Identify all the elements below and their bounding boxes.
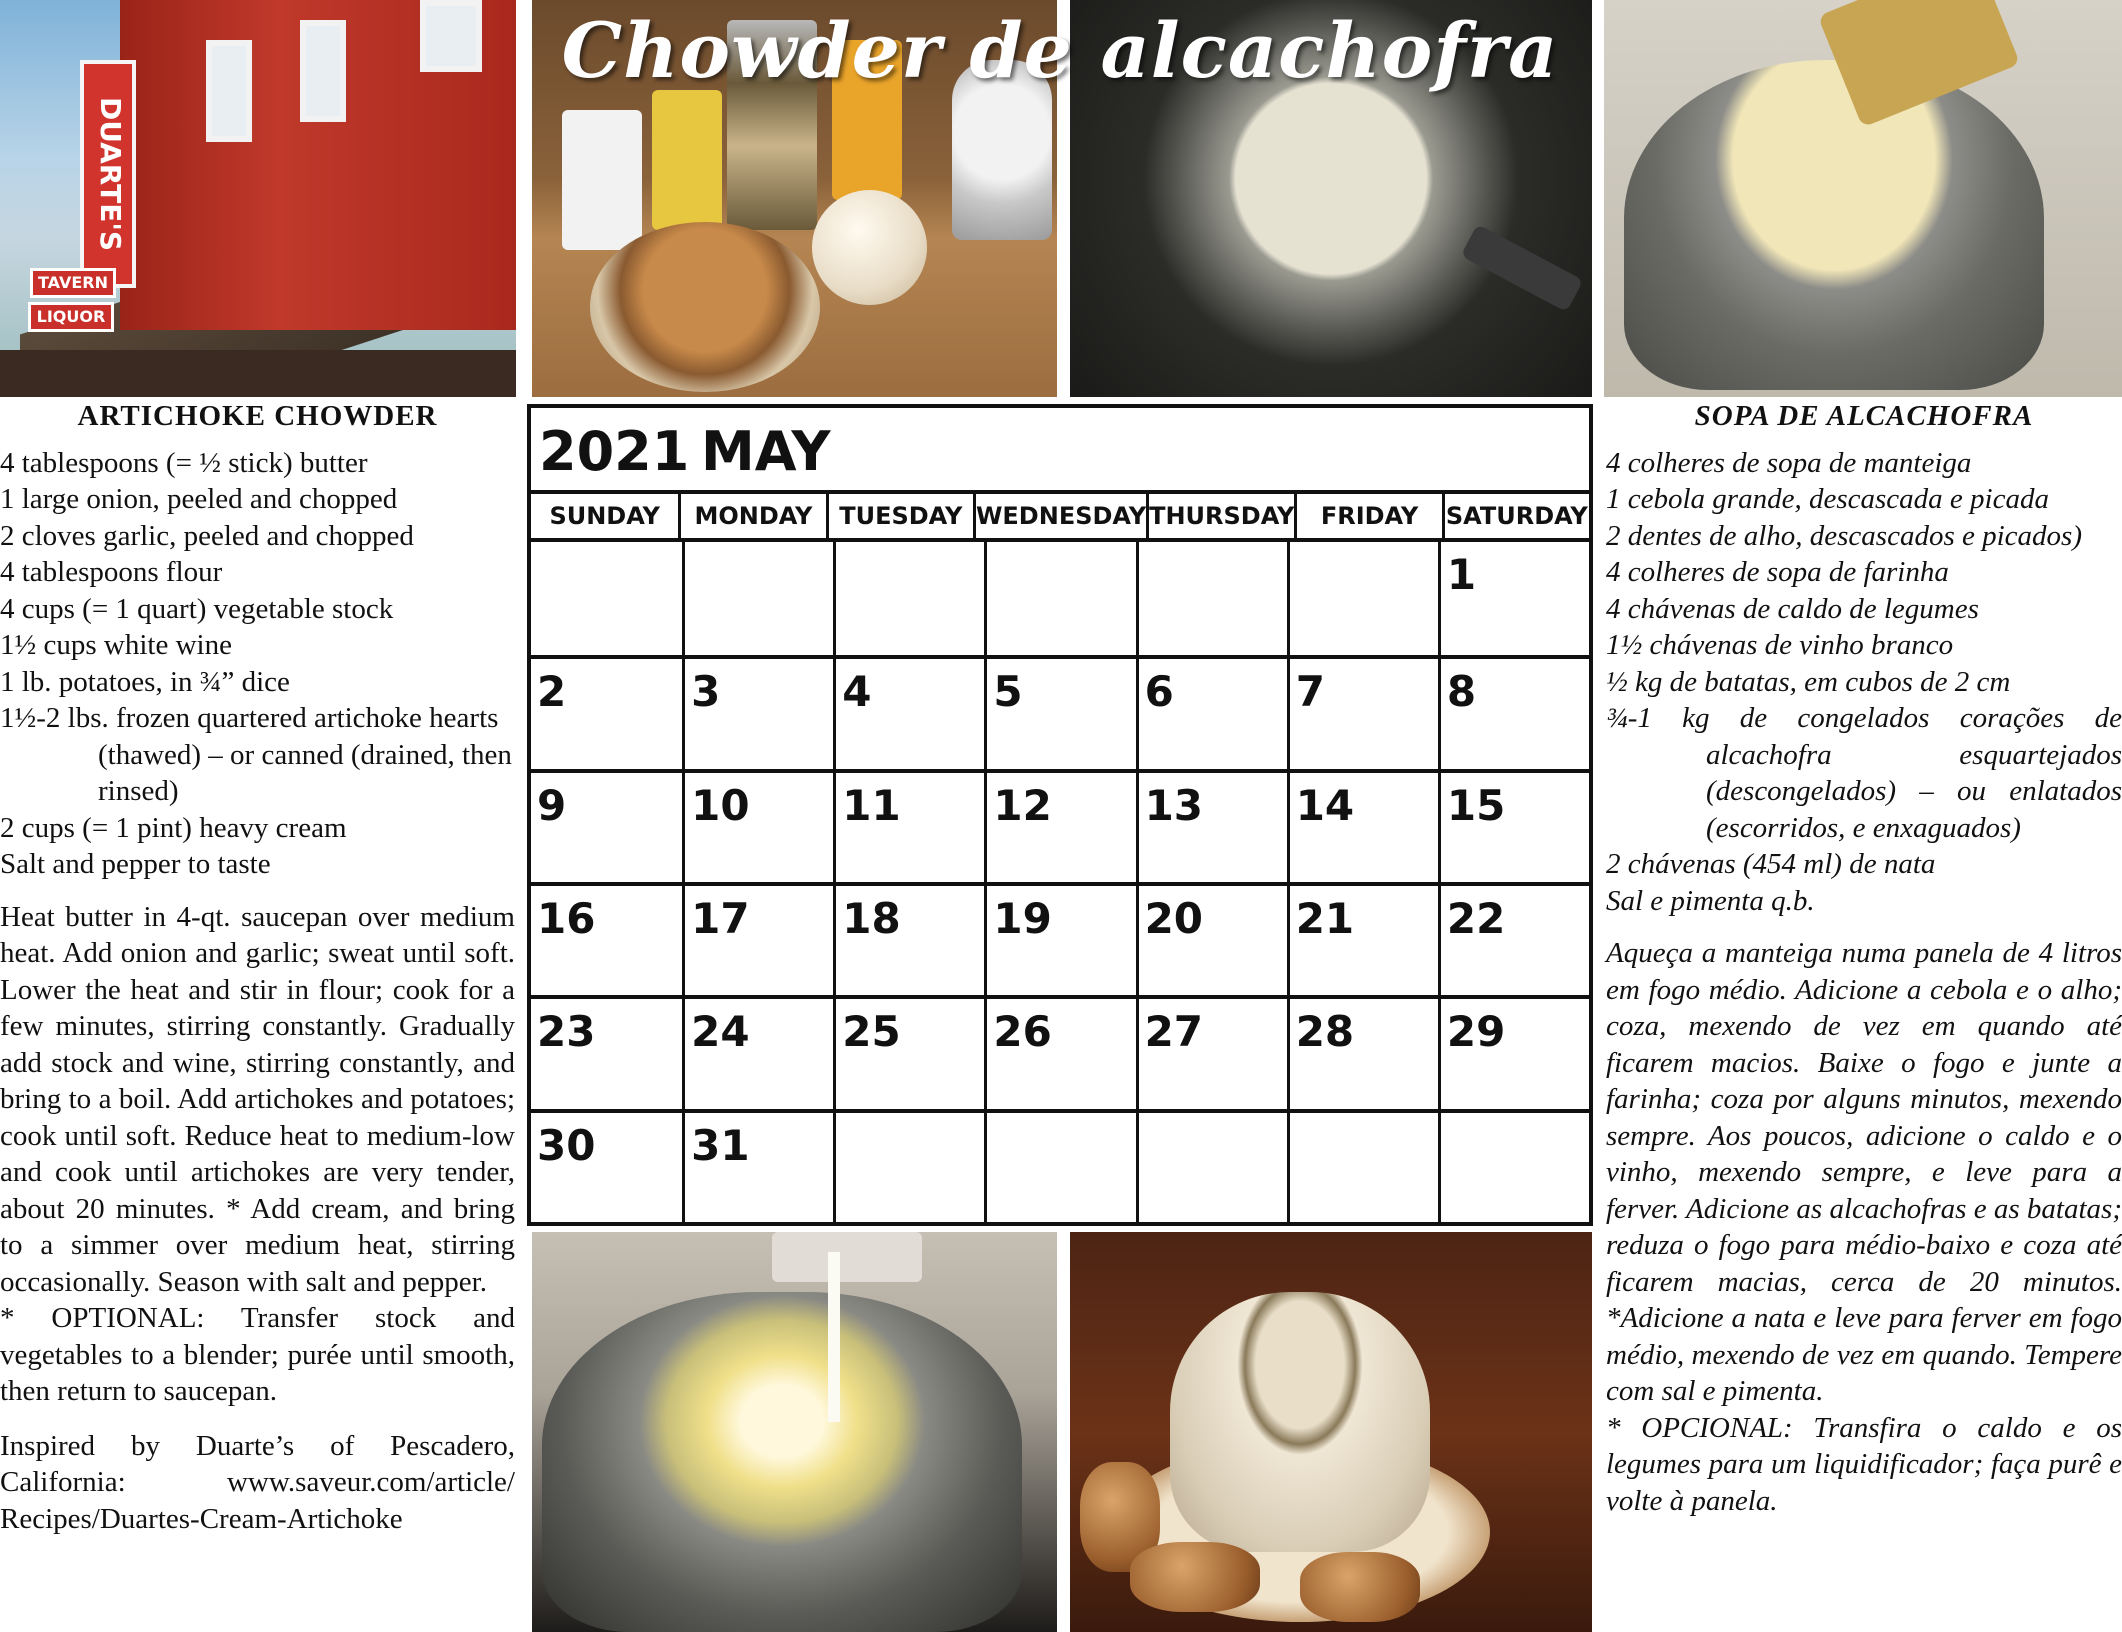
calendar-day-cell [1136, 542, 1287, 655]
weekday-label: TUESDAY [826, 494, 973, 538]
onion [812, 190, 927, 305]
calendar-day-cell: 22 [1438, 882, 1589, 995]
calendar-day-cell: 16 [531, 882, 682, 995]
portuguese-optional: * OPCIONAL: Transfira o caldo e os legumes para um liquidificador; faça purê e volte à panela. [1606, 1411, 2122, 1517]
calendar-day-cell: 15 [1438, 769, 1589, 882]
soup-pot-photo [1604, 0, 2122, 397]
calendar-day-cell [1136, 1109, 1287, 1222]
recipe-credit: Inspired by Duarte’s of Pescadero, California: www.saveur.com/article/ Recipes/Duartes-Cream-Artichoke [0, 1429, 515, 1535]
served-chowder-photo [1070, 1232, 1592, 1632]
ingredient-item: 4 chávenas de caldo de legumes [1606, 592, 1979, 625]
ingredient-item: 1 cebola grande, descascada e picada [1606, 483, 2049, 515]
calendar-day-cell: 26 [984, 995, 1135, 1108]
ingredient-item: 4 cups (= 1 quart) vegetable stock [0, 592, 394, 625]
calendar-day-cell: 31 [682, 1109, 833, 1222]
weekday-label: FRIDAY [1294, 494, 1441, 538]
tavern-window [420, 0, 482, 72]
calendar-day-cell: 4 [833, 655, 984, 768]
calendar-day-cell: 11 [833, 769, 984, 882]
calendar-day-cell [531, 542, 682, 655]
ingredient-item: Sal e pimenta q.b. [1606, 884, 1815, 917]
english-recipe [0, 398, 515, 1537]
ingredient-item: 2 chávenas (454 ml) de nata [1606, 848, 1936, 880]
weekday-row [531, 494, 1589, 542]
calendar-day-cell: 30 [531, 1109, 682, 1222]
english-instructions: Heat butter in 4-qt. saucepan over medium heat. Add onion and garlic; sweat until soft. Lower the heat and stir in flour; cook for a few minutes, stirring constantly. Gradually add stock and wine, stirring constantly, and bring to a boil. Add artichokes and potatoes; cook until soft. Reduce heat to medium-low and cook until artichokes are very tender, about 20 minutes. * Add cream, and bring to a simmer over medium heat, stirring occasionally. Season with salt and pepper. [0, 900, 515, 1298]
chowder-crock [1170, 1292, 1430, 1552]
tavern-sign: DUARTE'S [80, 60, 136, 288]
tavern-window [206, 40, 252, 142]
calendar [527, 404, 1593, 1226]
calendar-day-cell: 18 [833, 882, 984, 995]
calendar-day-cell [1287, 1109, 1438, 1222]
calendar-day-cell: 27 [1136, 995, 1287, 1108]
calendar-day-cell: 5 [984, 655, 1135, 768]
calendar-day-cell [833, 1109, 984, 1222]
calendar-day-cell: 13 [1136, 769, 1287, 882]
portuguese-instructions: Aqueça a manteiga numa panela de 4 litros em fogo médio. Adicione a cebola e o alho; coza, mexendo de vez em quando até ficarem macios. Baixe o fogo e junte a farinha; coza por alguns minutos, mexendo sempre. Aos poucos, adicione o caldo e o vinho, mexendo sempre, e leve para a ferver. Adicione as alcachofras e as batatas; reduza o fogo para médio-baixo e coza até ficarem macias, cerca de 20 minutos. *Adicione a nata e leve para ferver em fogo médio, mexendo de vez em quando. Tempere com sal e pimenta. [1606, 937, 2122, 1407]
cream-pour-photo [532, 1232, 1057, 1632]
weekday-label: THURSDAY [1146, 494, 1294, 538]
cream-carton [562, 110, 642, 250]
calendar-day-cell: 10 [682, 769, 833, 882]
calendar-day-cell: 23 [531, 995, 682, 1108]
english-optional: * OPTIONAL: Transfer stock and vegetables to a blender; purée until smooth, then return to saucepan. [0, 1302, 515, 1407]
calendar-day-cell: 20 [1136, 882, 1287, 995]
calendar-day-cell: 9 [531, 769, 682, 882]
ingredient-item: 2 cups (= 1 pint) heavy cream [0, 811, 347, 844]
weekday-label: MONDAY [678, 494, 825, 538]
portuguese-recipe [1606, 398, 2122, 1519]
calendar-day-cell [682, 542, 833, 655]
calendar-day-cell: 17 [682, 882, 833, 995]
ingredient-item: ¾-1 kg de congelados corações de alcachofra esquartejados (descongelados) – ou enlatados (escorridos, e enxaguados) [1606, 702, 2122, 844]
calendar-day-cell: 8 [1438, 655, 1589, 768]
cream-stream [828, 1252, 840, 1422]
soup-pot [1624, 60, 2044, 390]
english-heading: ARTICHOKE CHOWDER [77, 400, 438, 432]
calendar-day-cell: 19 [984, 882, 1135, 995]
calendar-day-cell [1438, 1109, 1589, 1222]
calendar-day-cell: 29 [1438, 995, 1589, 1108]
bread-roll [1300, 1552, 1420, 1622]
tavern-plate: TAVERN [30, 268, 116, 298]
portuguese-ingredients [1606, 445, 2122, 920]
ingredient-item: 1 lb. potatoes, in ¾” dice [0, 665, 290, 698]
chowder-pot [542, 1292, 1022, 1632]
tavern-awning [0, 350, 516, 397]
weekday-label: SUNDAY [549, 502, 660, 530]
english-ingredients [0, 445, 515, 883]
pan-handle [1461, 224, 1584, 312]
calendar-day-cell [833, 542, 984, 655]
calendar-day-cell: 7 [1287, 655, 1438, 768]
calendar-day-cell: 1 [1438, 542, 1589, 655]
calendar-day-cell: 28 [1287, 995, 1438, 1108]
ingredient-item: 1½ chávenas de vinho branco [1606, 629, 1954, 661]
tavern-photo [0, 0, 516, 397]
calendar-day-cell: 2 [531, 655, 682, 768]
potato-bowl [590, 222, 820, 392]
calendar-day-cell: 14 [1287, 769, 1438, 882]
calendar-grid [531, 542, 1589, 1222]
calendar-day-cell [1287, 542, 1438, 655]
bread-roll [1130, 1542, 1260, 1612]
page-title: Chowder de alcachofra [561, 6, 1559, 95]
ingredient-item: 4 tablespoons (= ½ stick) butter [0, 446, 368, 479]
calendar-day-cell: 12 [984, 769, 1135, 882]
ingredient-item: 1½-2 lbs. frozen quartered artichoke hearts (thawed) – or canned (drained, then rinsed) [0, 702, 512, 807]
ingredient-item: ½ kg de batatas, em cubos de 2 cm [1606, 665, 2011, 698]
tavern-building [120, 0, 516, 330]
ingredient-item: 1½ cups white wine [0, 629, 232, 661]
ingredient-item: 1 large onion, peeled and chopped [0, 483, 398, 515]
ingredient-item: 2 dentes de alho, descascados e picados) [1606, 519, 2082, 552]
ingredient-item: 4 tablespoons flour [0, 556, 223, 588]
portuguese-heading: SOPA DE ALCACHOFRA [1694, 400, 2034, 432]
calendar-day-cell [984, 1109, 1135, 1222]
calendar-day-cell: 21 [1287, 882, 1438, 995]
calendar-day-cell [984, 542, 1135, 655]
calendar-day-cell: 24 [682, 995, 833, 1108]
weekday-label: WEDNESDAY [973, 494, 1146, 538]
tavern-window [300, 20, 346, 122]
calendar-day-cell: 25 [833, 995, 984, 1108]
ingredient-item: 2 cloves garlic, peeled and chopped [0, 519, 414, 552]
ingredient-item: 4 colheres de sopa de manteiga [1606, 446, 1972, 479]
calendar-year: 2021 [539, 420, 690, 483]
calendar-day-cell: 3 [682, 655, 833, 768]
calendar-day-cell: 6 [1136, 655, 1287, 768]
calendar-header [531, 408, 1589, 494]
weekday-label: SATURDAY [1442, 494, 1589, 538]
stock-box [652, 90, 722, 230]
ingredient-item: 4 colheres de sopa de farinha [1606, 556, 1949, 588]
cream-carton [772, 1232, 922, 1282]
ingredient-item: Salt and pepper to taste [0, 848, 271, 880]
liquor-plate: LIQUOR [28, 302, 114, 332]
calendar-month: MAY [701, 420, 831, 483]
